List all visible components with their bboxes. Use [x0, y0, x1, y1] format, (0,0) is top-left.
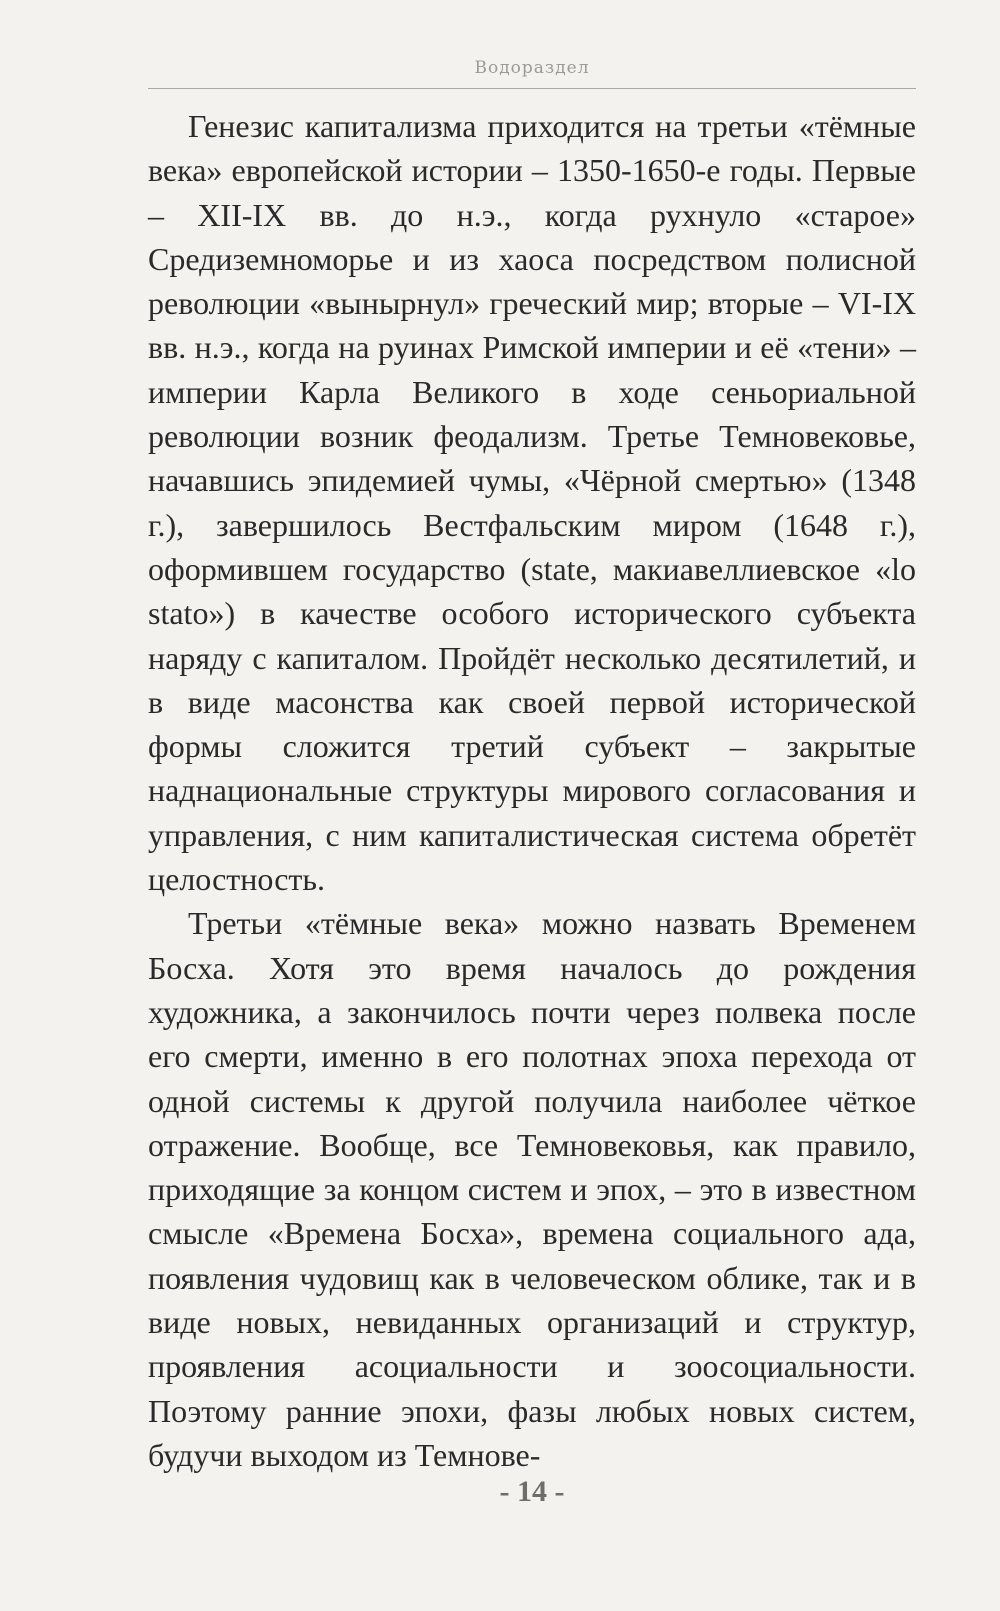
body-text [148, 104, 916, 1477]
paragraph: Генезис капитализма приходится на третьи «тёмные века» европейской истории – 1350-1650-е годы. Первые – XII-IX вв. до н.э., когда рухнуло «старое» Средиземноморье и из хаоса посредством полисной революции «вынырнул» греческий мир; вторые – VI-IX вв. н.э., когда на руинах Римской империи и её «тени» – империи Карла Великого в ходе сеньориальной революции возник феодализм. Третье Темновековье, начавшись эпидемией чумы, «Чёрной смертью» (1348 г.), завершилось Вестфальским миром (1648 г.), оформившем государство (state, макиавеллиевское «lo stato») в качестве особого исторического субъекта наряду с капиталом. Пройдёт несколько десятилетий, и в виде масонства как своей первой исторической формы сложится третий субъект – закрытые наднациональные структуры мирового согласования и управления, с ним капиталистическая система обретёт целостность. [148, 108, 916, 898]
paragraph: Третьи «тёмные века» можно назвать Временем Босха. Хотя это время началось до рождения художника, а закончилось почти через полвека после его смерти, именно в его полотнах эпоха перехода от одной системы к другой получила наиболее чёткое отражение. Вообще, все Темновековья, как правило, приходящие за концом систем и эпох, – это в известном смысле «Времена Босха», времена социального ада, появления чудовищ как в человеческом облике, так и в виде новых, невиданных организаций и структур, проявления асоциальности и зоосоциальности. Поэтому ранние эпохи, фазы любых новых систем, будучи выходом из Темнове- [148, 905, 916, 1473]
page-number: - 14 - [499, 1475, 565, 1508]
header-rule [148, 88, 916, 89]
running-head: Водораздел [474, 58, 590, 78]
